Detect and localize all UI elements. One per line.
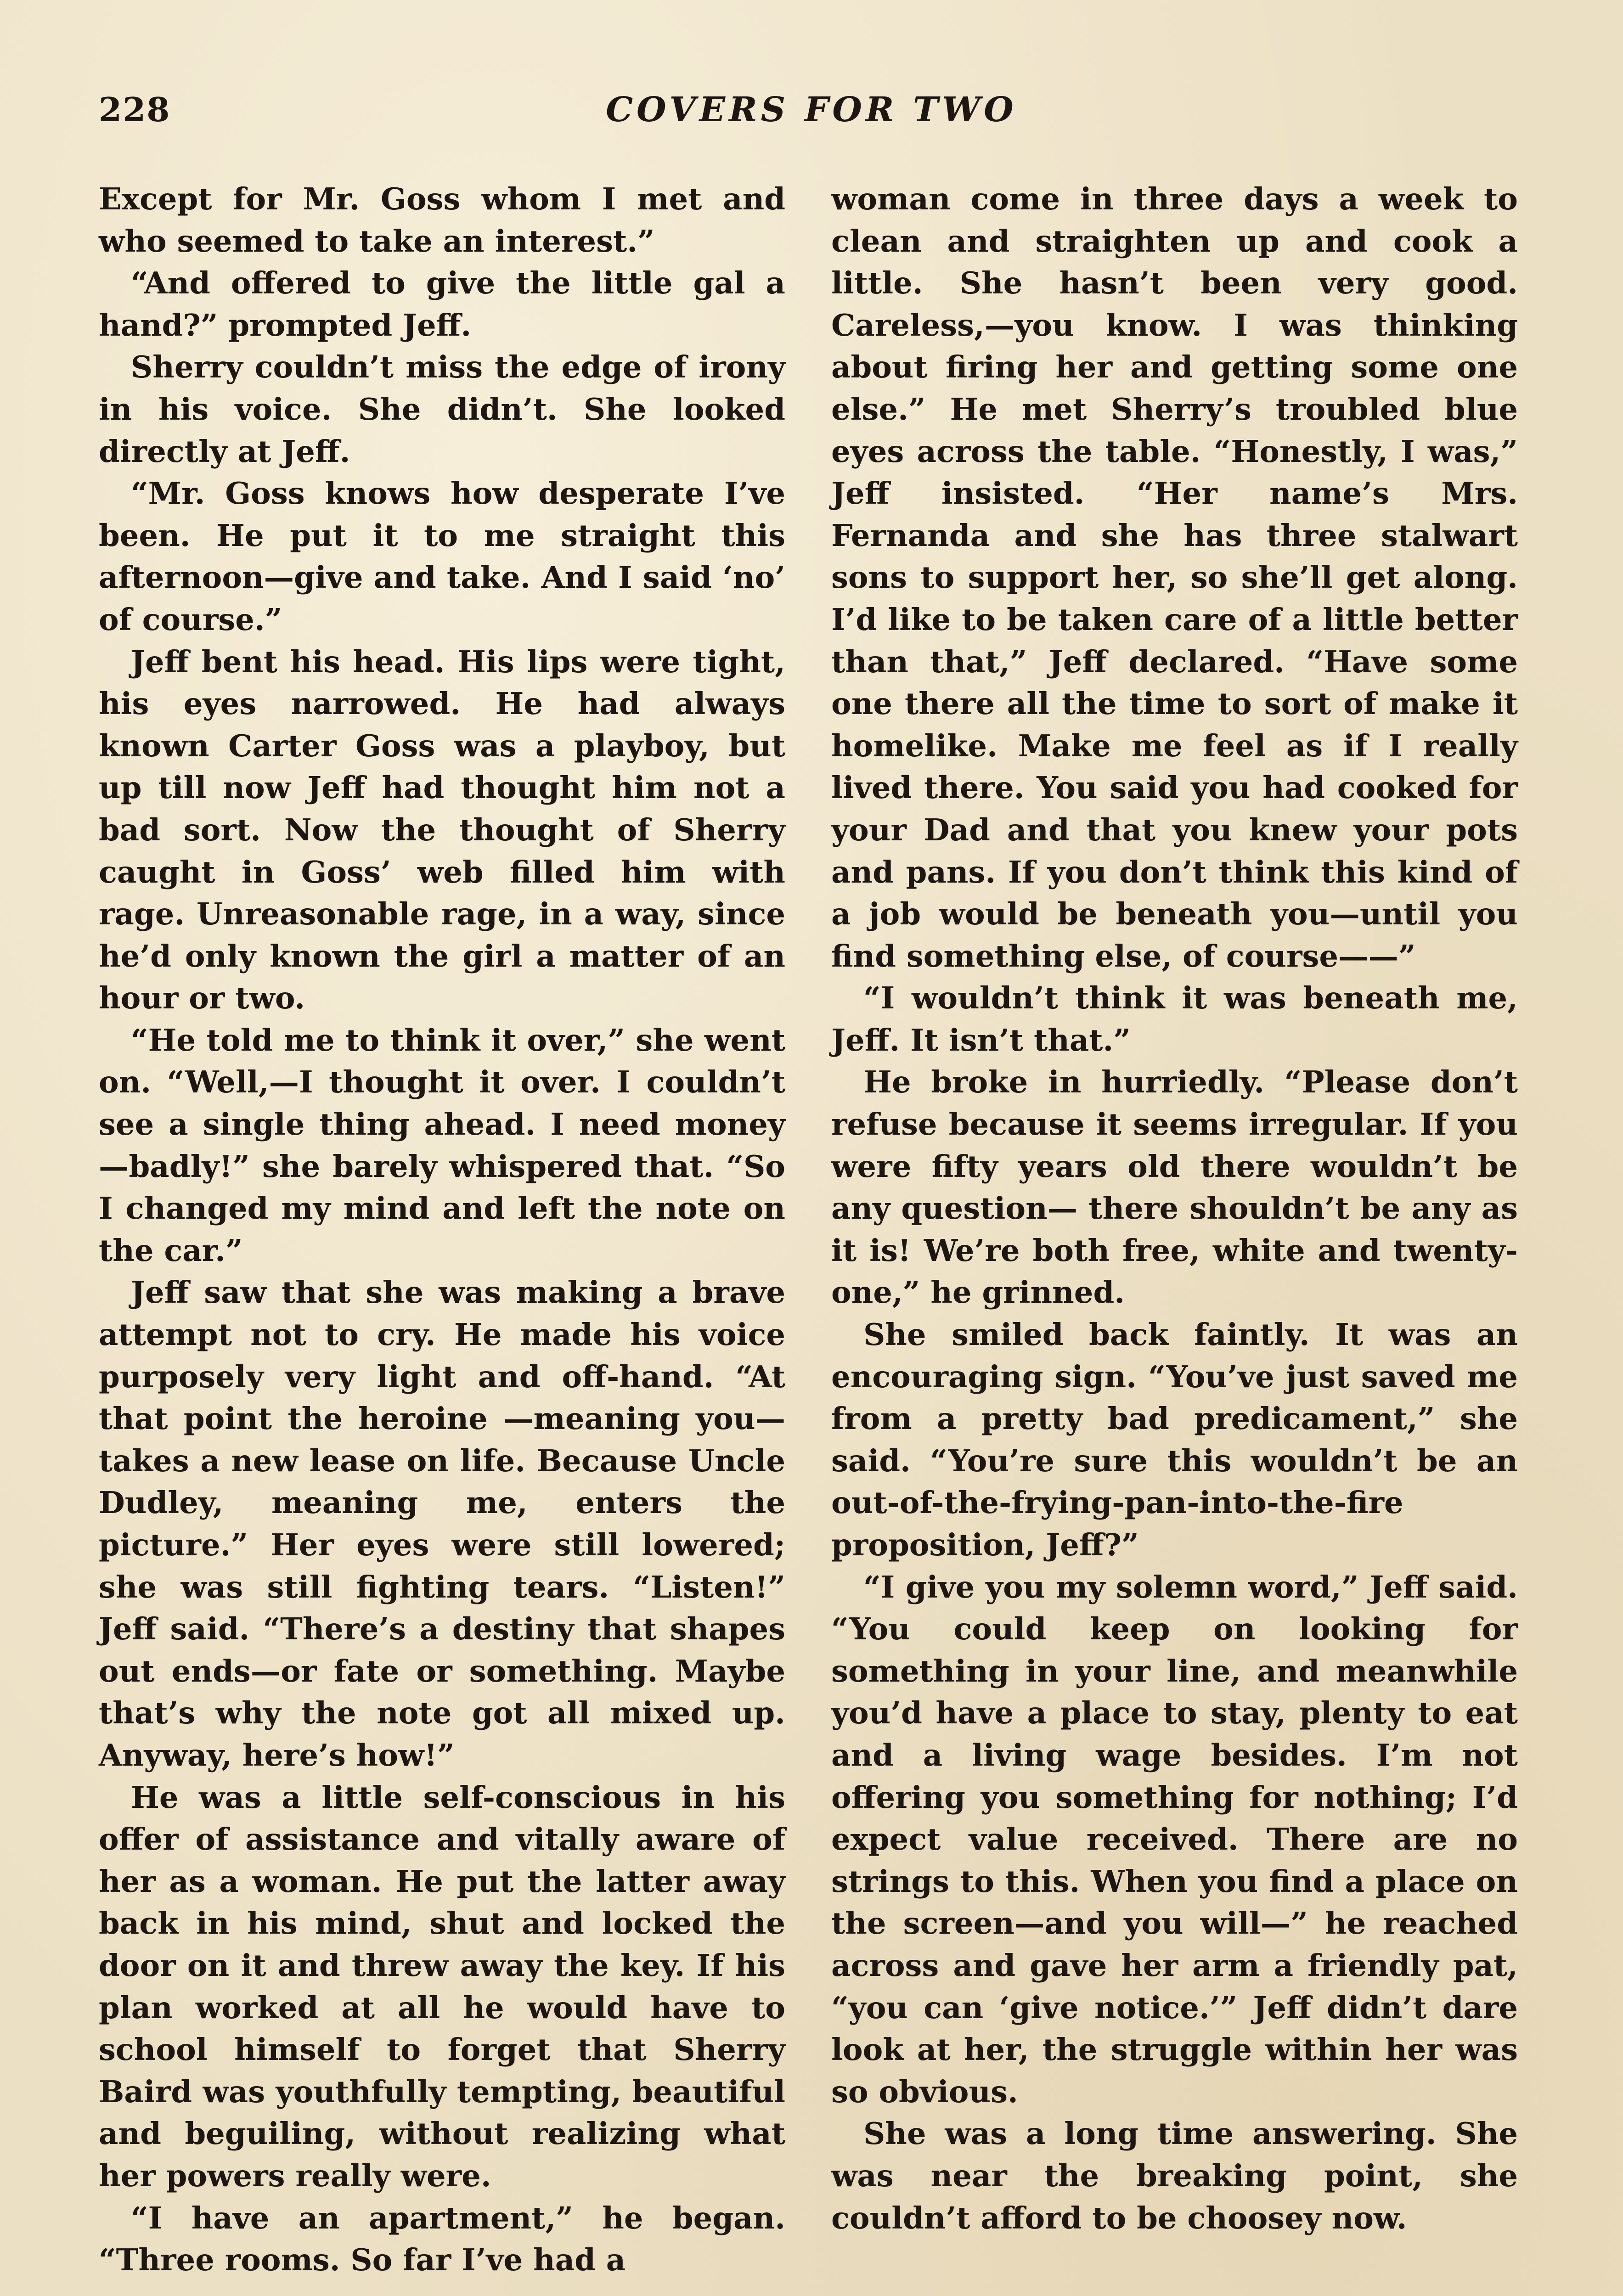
- paragraph: “Mr. Goss knows how desperate I’ve been. He put it to me straight this afternoon—give and take. And I said ‘no’ of course.”: [99, 476, 785, 637]
- page-number: 228: [99, 90, 171, 129]
- paragraph: He was a little self-conscious in his offer of assistance and vitally aware of her as a woman. He put the latter away back in his mind, shut and locked the door on it and threw away the key. If his plan worked at all he would have to school himself to forget that Sherry Baird was youthfully tempting, beautiful and beguiling, without realizing what her powers really were.: [99, 1779, 785, 2194]
- paragraph: He broke in hurriedly. “Please don’t refuse because it seems irregular. If you were fifty years old there wouldn’t be any question— there shouldn’t be any as it is! We’re both free, white and twenty-one,” he grinned.: [831, 1064, 1518, 1311]
- paragraph: “He told me to think it over,” she went on. “Well,—I thought it over. I couldn’t see a single thing ahead. I need money—badly!” she barely whispered that. “So I changed my mind and left the note on the car.”: [99, 1022, 785, 1268]
- paragraph: Jeff saw that she was making a brave attempt not to cry. He made his voice purposely very light and off-hand. “At that point the heroine —meaning you—takes a new lease on life. Because Uncle Dudley, meaning me, enters the picture.” Her eyes were still lowered; she was still fighting tears. “Listen!” Jeff said. “There’s a destiny that shapes out ends—or fate or something. Maybe that’s why the note got all mixed up. Anyway, here’s how!”: [99, 1275, 785, 1773]
- paragraph: She was a long time answering. She was near the breaking point, she couldn’t afford to be choosey now.: [831, 2116, 1518, 2236]
- paragraph: Sherry couldn’t miss the edge of irony in his voice. She didn’t. She looked directly at Jeff.: [99, 349, 785, 469]
- paragraph: Jeff bent his head. His lips were tight, his eyes narrowed. He had always known Carter Goss was a playboy, but up till now Jeff had thought him not a bad sort. Now the thought of Sherry caught in Goss’ web filled him with rage. Unreasonable rage, in a way, since he’d only known the girl a matter of an hour or two.: [99, 644, 785, 1016]
- paragraph: She smiled back faintly. It was an encouraging sign. “You’ve just saved me from a pretty bad predicament,” she said. “You’re sure this wouldn’t be an out-of-the-frying-pan-into-the-fire proposition, Jeff?”: [831, 1317, 1518, 1563]
- paragraph: “I give you my solemn word,” Jeff said. “You could keep on looking for something in your line, and meanwhile you’d have a place to stay, plenty to eat and a living wage besides. I’m not offering you something for nothing; I’d expect value received. There are no strings to this. When you find a place on the screen—and you will—” he reached across and gave her arm a friendly pat, “you can ‘give notice.’” Jeff didn’t dare look at her, the struggle within her was so obvious.: [831, 1569, 1518, 2110]
- paragraph: Except for Mr. Goss whom I met and who seemed to take an interest.”: [99, 181, 785, 259]
- paragraph: “I have an apartment,” he began. “Three rooms. So far I’ve had a: [99, 2200, 785, 2278]
- right-column: [831, 178, 1518, 2239]
- paragraph: woman come in three days a week to clean and straighten up and cook a little. She hasn’t been very good. Careless,—you know. I was thinking about firing her and getting some one else.” He met Sherry’s troubled blue eyes across the table. “Honestly, I was,” Jeff insisted. “Her name’s Mrs. Fernanda and she has three stalwart sons to support her, so she’ll get along. I’d like to be taken care of a little better than that,” Jeff declared. “Have some one there all the time to sort of make it homelike. Make me feel as if I really lived there. You said you had cooked for your Dad and that you knew your pots and pans. If you don’t think this kind of a job would be beneath you—until you find something else, of course——”: [831, 181, 1518, 974]
- paragraph: “And offered to give the little gal a hand?” prompted Jeff.: [99, 265, 785, 343]
- paragraph: “I wouldn’t think it was beneath me, Jeff. It isn’t that.”: [831, 980, 1518, 1058]
- running-title: COVERS FOR TWO: [606, 90, 1017, 129]
- left-column: [99, 178, 785, 2281]
